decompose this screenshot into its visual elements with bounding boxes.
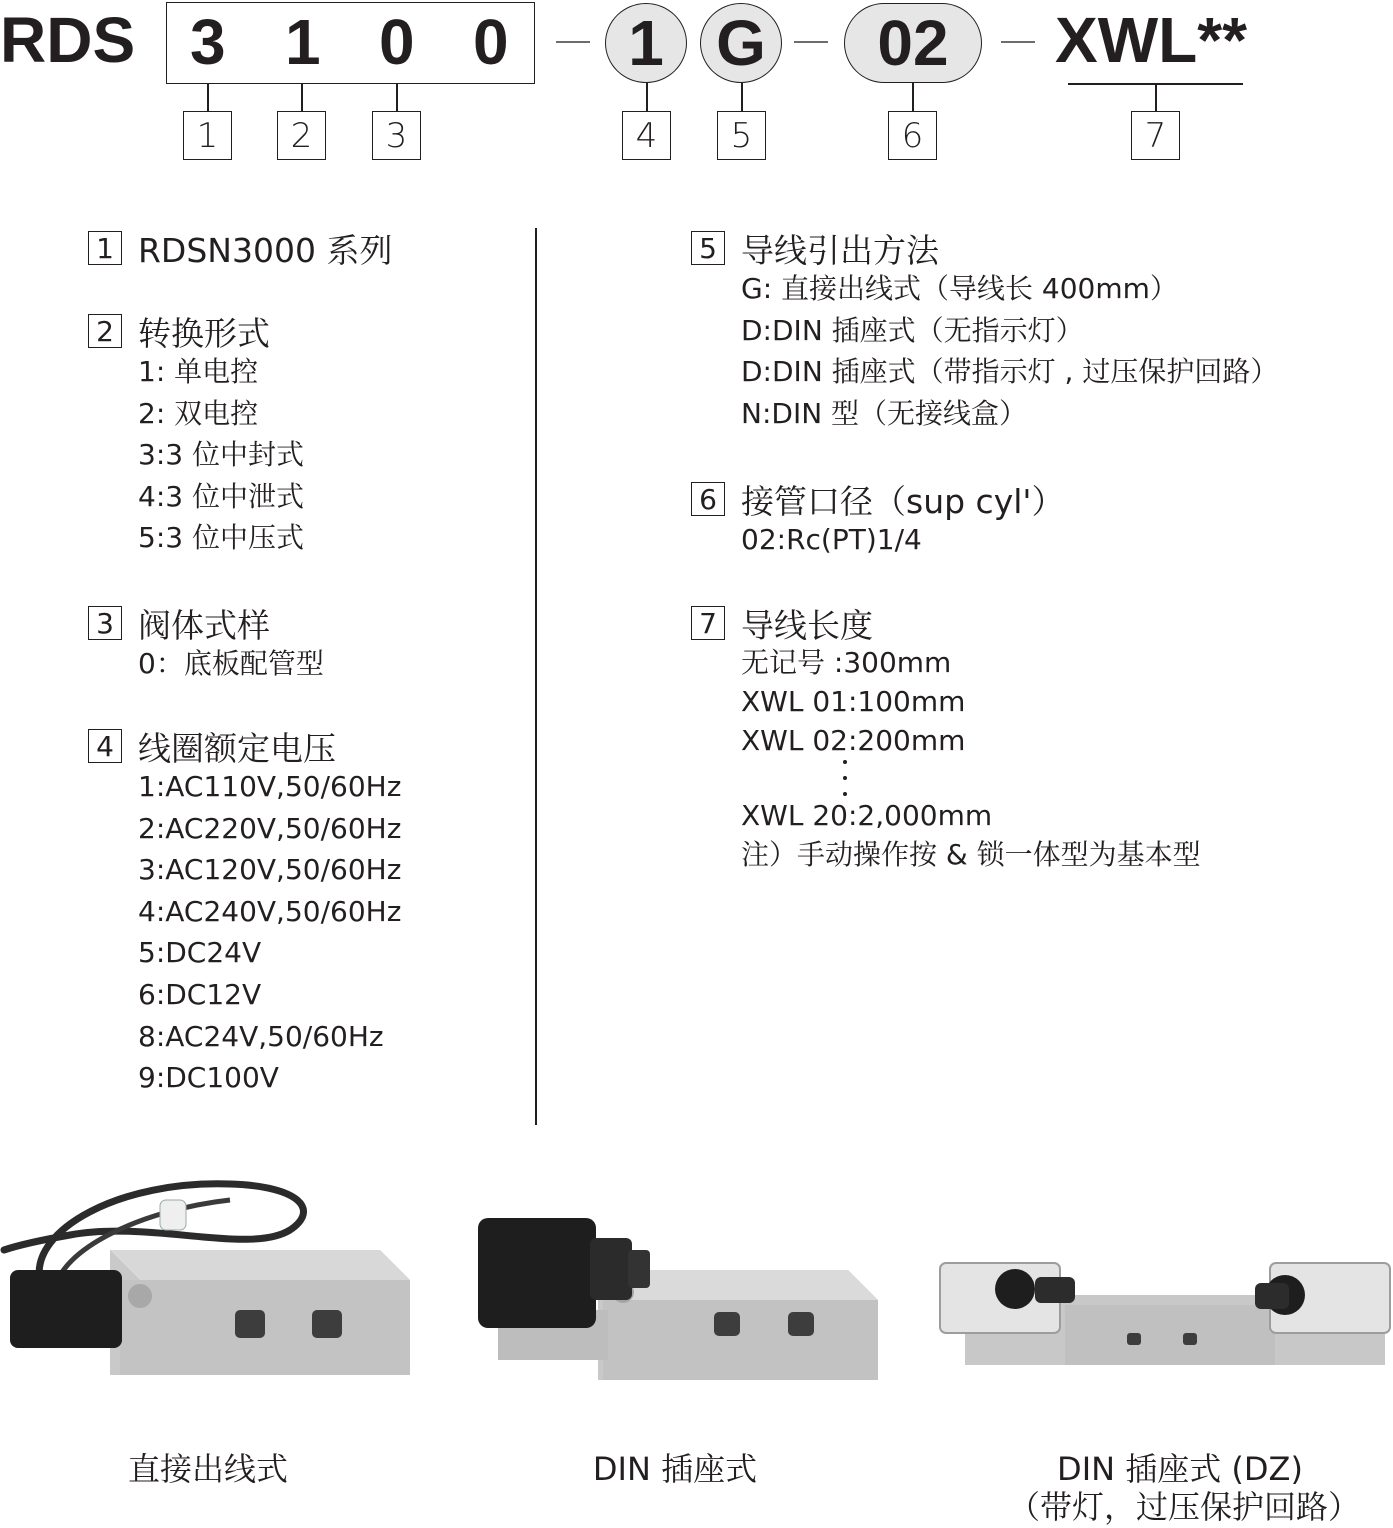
list-item: 9:DC100V [138,1061,279,1095]
section-title: 导线引出方法 [741,230,939,270]
list-item: 5:DC24V [138,936,262,970]
list-item: G: 直接出线式（导线长 400mm） [741,272,1178,305]
code-digit-4: 0 [473,6,509,78]
code-oval-port [844,3,982,83]
code-oval-voltage [605,3,687,83]
callout-box-4: 4 [622,111,671,160]
list-item: 2: 双电控 [138,396,259,430]
code-dash [556,41,590,43]
list-item: 1: 单电控 [138,355,259,388]
list-item: 3:AC120V,50/60Hz [138,853,402,887]
product-photo-din-connector [478,1210,888,1390]
code-oval-port-text: 02 [877,7,949,79]
callout-box-6: 6 [888,111,937,160]
section-number: 7 [691,606,725,640]
code-digit-3: 0 [379,6,415,78]
list-item: XWL 20:2,000mm [741,799,993,832]
vertical-ellipsis-icon [842,760,848,796]
list-item: 1:AC110V,50/60Hz [138,770,402,803]
code-dash [794,41,828,43]
section-title: RDSN3000 系列 [138,230,393,270]
section-number: 4 [88,729,122,763]
callout-line [1155,84,1157,111]
caption-direct-lead: 直接出线式 [127,1450,288,1488]
list-item: 4:AC240V,50/60Hz [138,894,402,928]
code-dash [1001,41,1035,43]
section-series [88,228,392,268]
list-item: 02:Rc(PT)1/4 [741,523,922,556]
note-text: 注）手动操作按 & 锁一体型为基本型 [741,838,1201,871]
section-number: 1 [88,231,122,265]
callout-box-5: 5 [717,111,766,160]
section-title: 转换形式 [138,313,270,353]
callout-box-7: 7 [1131,111,1180,160]
code-oval-lead-text: G [716,7,766,79]
list-item: 4:3 位中泄式 [138,479,304,513]
section-port-size [691,479,1064,561]
section-switching-type [88,311,304,559]
list-item: XWL 02:200mm [741,724,966,757]
section-body-style [88,603,324,685]
section-lead-length [691,603,1201,874]
code-digit-1: 3 [190,6,226,78]
list-item: 3:3 位中封式 [138,438,304,472]
list-item: 5:3 位中压式 [138,521,304,555]
caption-din-dz-note: （带灯，过压保护回路） [1008,1488,1361,1526]
caption-din-dz: DIN 插座式 (DZ) [1057,1450,1303,1488]
product-photo-direct-lead [0,1170,420,1400]
callout-box-2: 2 [277,111,326,160]
list-item: 无记号 :300mm [741,646,952,679]
callout-box-3: 3 [372,111,421,160]
section-title: 接管口径（sup cyl'） [741,481,1065,521]
list-item: 0：底板配管型 [138,647,324,680]
code-oval-voltage-text: 1 [628,7,664,79]
list-item: XWL 01:100mm [741,685,966,718]
section-coil-voltage [88,726,401,1099]
section-title: 线圈额定电压 [138,728,336,768]
code-digit-2: 1 [285,6,321,78]
callout-line [396,84,398,111]
list-item: N:DIN 型（无接线盒） [741,396,1028,430]
list-item: 2:AC220V,50/60Hz [138,811,402,845]
list-item: D:DIN 插座式（无指示灯） [741,313,1084,347]
section-lead-method [691,228,1278,434]
section-title: 导线长度 [741,605,873,645]
code-suffix: XWL** [1055,4,1247,76]
callout-box-1: 1 [183,111,232,160]
callout-line [741,83,743,111]
product-photo-din-dz [935,1255,1393,1375]
callout-line [646,83,648,111]
caption-din-connector: DIN 插座式 [592,1450,758,1488]
list-item: D:DIN 插座式（带指示灯 , 过压保护回路） [741,355,1279,389]
code-oval-lead [700,3,782,83]
code-prefix: RDS [0,4,136,76]
section-number: 6 [691,482,725,516]
callout-line [912,83,914,111]
section-number: 2 [88,314,122,348]
callout-line [301,84,303,111]
list-item: 6:DC12V [138,977,262,1011]
section-title: 阀体式样 [138,605,270,645]
callout-line [207,84,209,111]
column-divider [535,228,537,1125]
section-number: 5 [691,231,725,265]
list-item: 8:AC24V,50/60Hz [138,1019,384,1053]
section-number: 3 [88,606,122,640]
